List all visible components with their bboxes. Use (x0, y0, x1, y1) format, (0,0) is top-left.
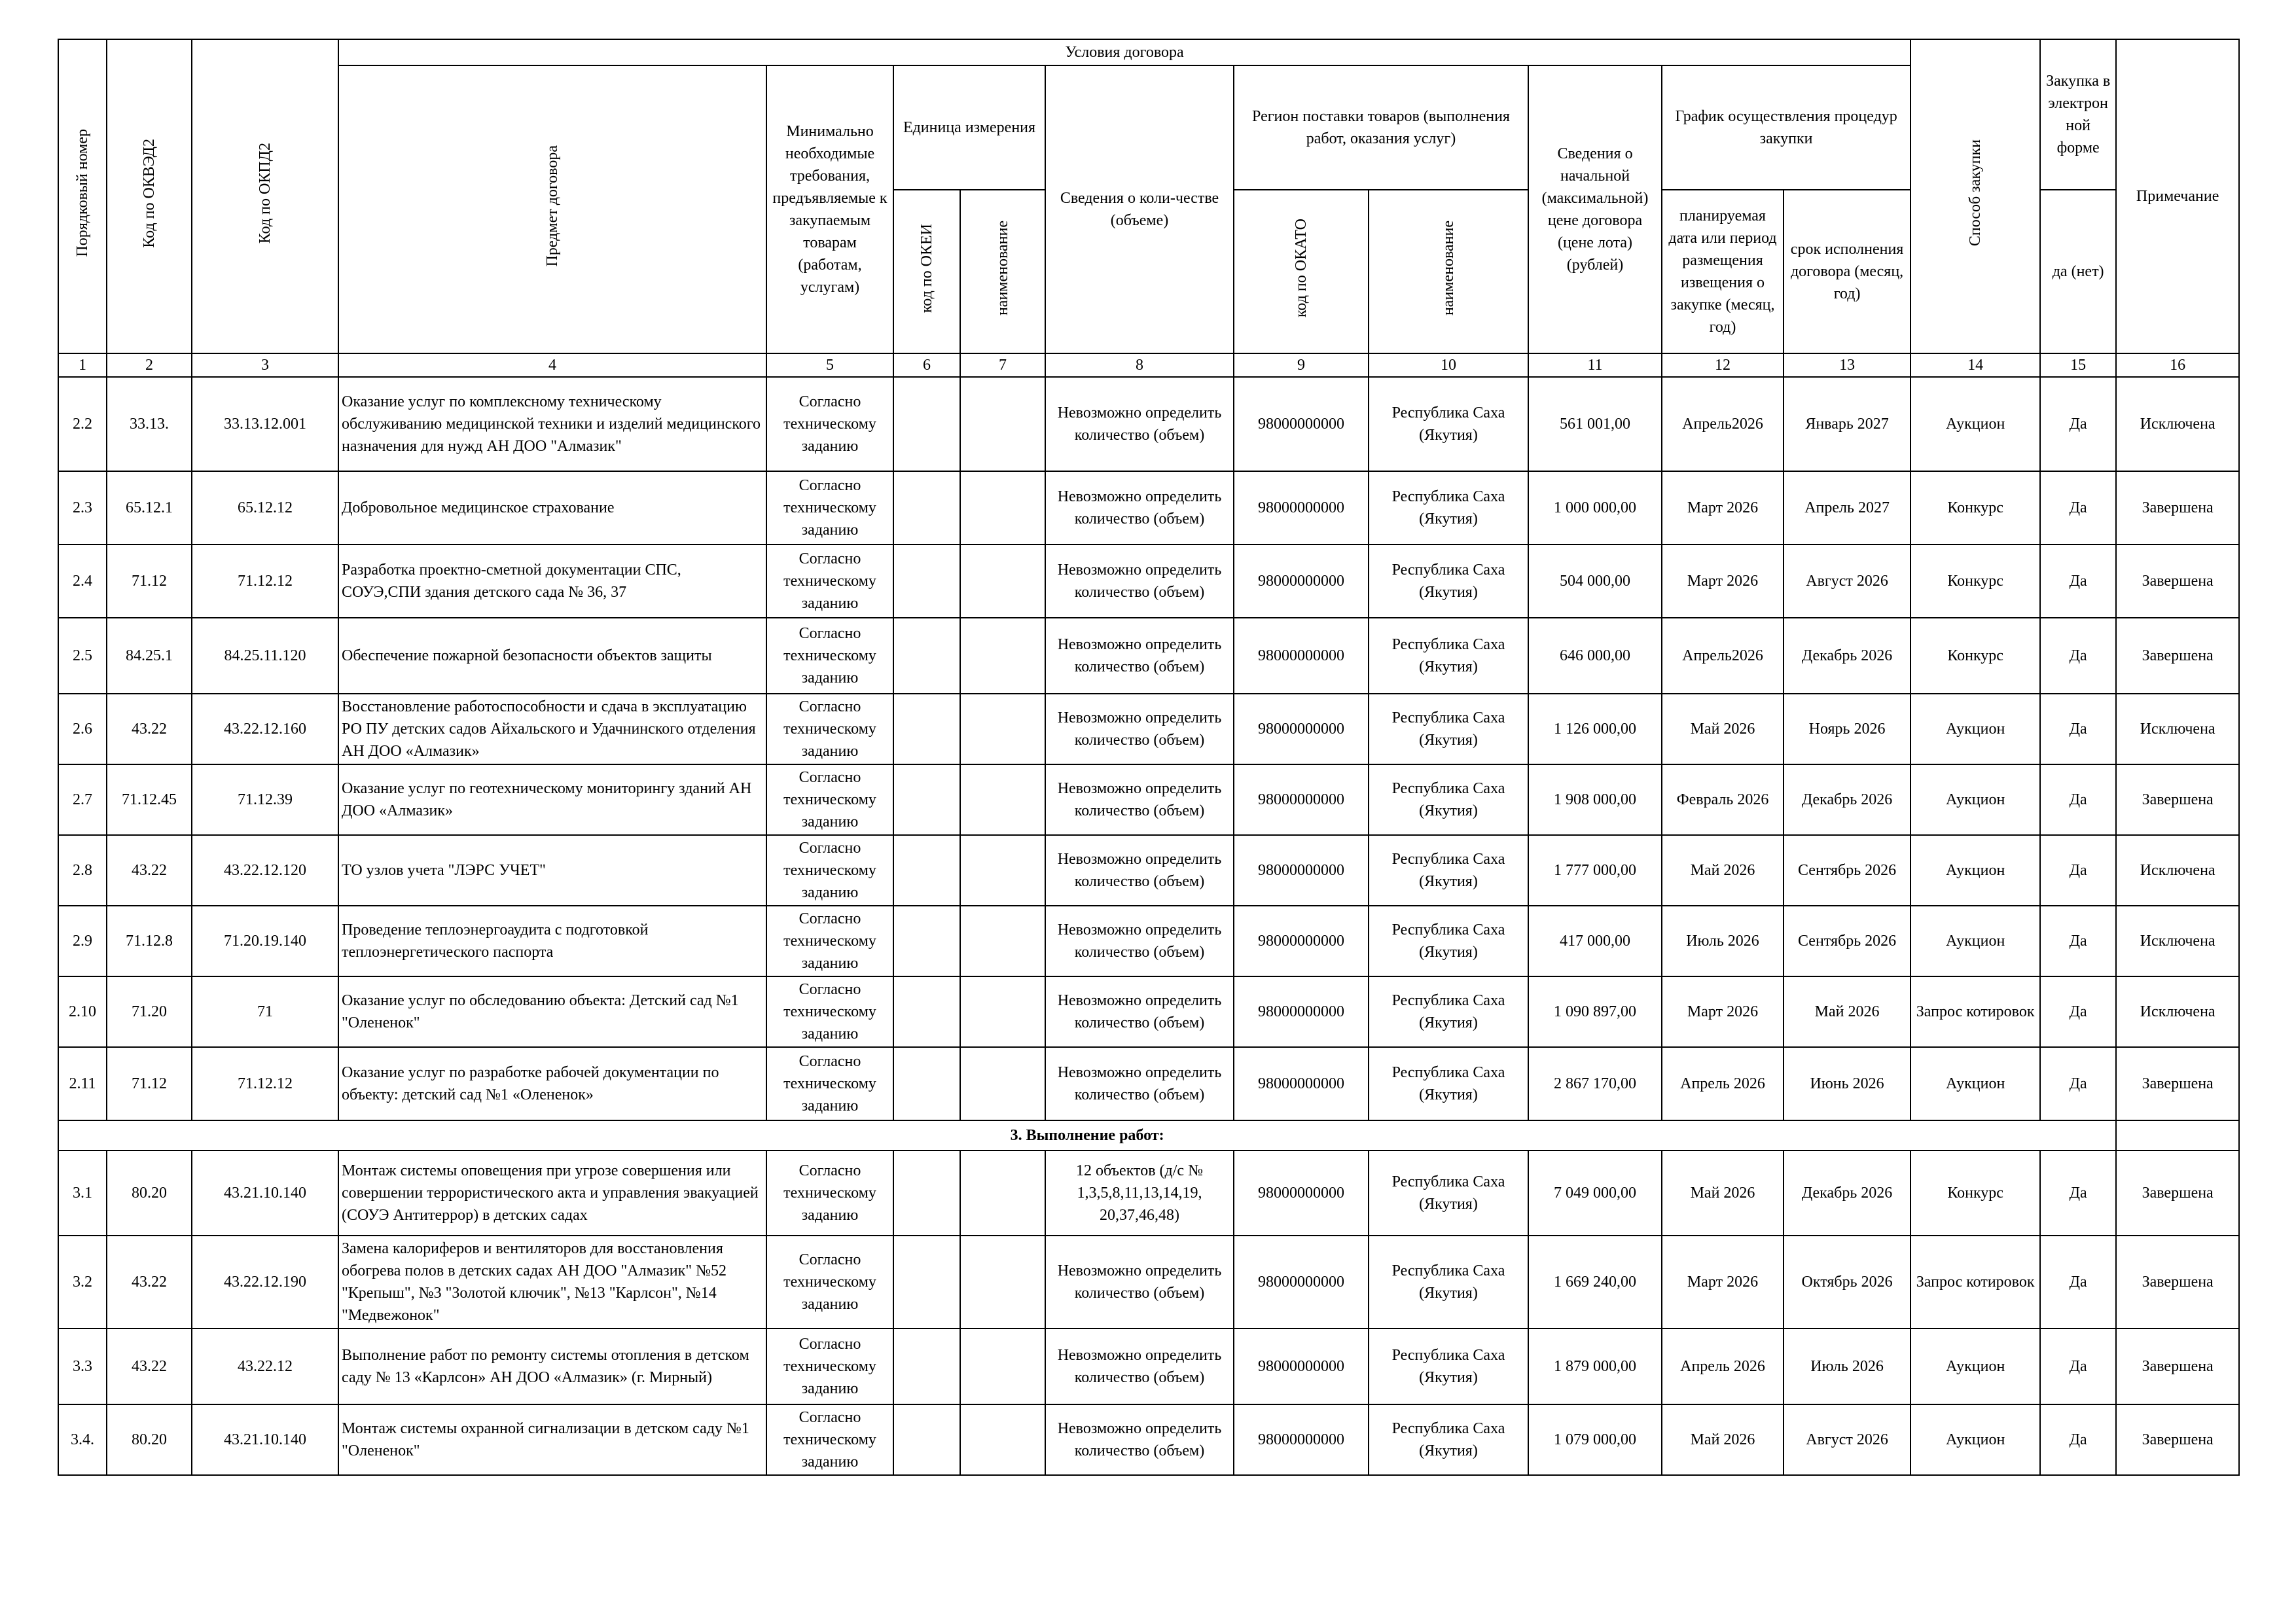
row-region: Республика Саха (Якутия) (1369, 618, 1528, 694)
row-unit-name (960, 471, 1045, 544)
table-row (58, 1236, 2239, 1329)
column-number: 14 (1910, 353, 2040, 377)
row-subject: Проведение теплоэнергоаудита с подготовкой теплоэнергетического паспорта (338, 906, 766, 976)
table-row (58, 1329, 2239, 1404)
row-okved: 71.20 (107, 976, 192, 1047)
row-quantity: Невозможно определить количество (объем) (1045, 835, 1234, 906)
column-number: 2 (107, 353, 192, 377)
row-contract-term: Сентябрь 2026 (1784, 835, 1910, 906)
row-note: Завершена (2116, 544, 2239, 618)
row-price: 1 777 000,00 (1528, 835, 1662, 906)
row-number: 2.3 (58, 471, 107, 544)
header-electronic-form: Закупка в электрон ной форме (2040, 39, 2116, 190)
row-unit-code (893, 471, 960, 544)
row-price: 1 000 000,00 (1528, 471, 1662, 544)
row-number: 2.4 (58, 544, 107, 618)
row-unit-name (960, 976, 1045, 1047)
row-quantity: Невозможно определить количество (объем) (1045, 694, 1234, 764)
row-requirements: Согласно техническому заданию (766, 1329, 893, 1404)
row-number: 2.2 (58, 377, 107, 471)
row-okved: 33.13. (107, 377, 192, 471)
row-unit-code (893, 1404, 960, 1475)
row-unit-name (960, 377, 1045, 471)
row-number: 3.4. (58, 1404, 107, 1475)
row-note: Завершена (2116, 1404, 2239, 1475)
row-number: 2.11 (58, 1047, 107, 1120)
row-planned-date: Апрель 2026 (1662, 1047, 1784, 1120)
header-okpd: Код по ОКПД2 (192, 39, 338, 353)
section-note-cell (2116, 1120, 2239, 1150)
header-note: Примечание (2116, 39, 2239, 353)
row-subject: Оказание услуг по комплексному техническому обслуживанию медицинской техники и изделий медицинского назначения для нужд АН ДОО "Алмазик" (338, 377, 766, 471)
row-region: Республика Саха (Якутия) (1369, 1404, 1528, 1475)
column-number: 8 (1045, 353, 1234, 377)
row-method: Аукцион (1910, 906, 2040, 976)
row-note: Исключена (2116, 694, 2239, 764)
row-planned-date: Май 2026 (1662, 694, 1784, 764)
column-number: 5 (766, 353, 893, 377)
row-unit-code (893, 1329, 960, 1404)
row-electronic: Да (2040, 835, 2116, 906)
header-subject: Предмет договора (338, 65, 766, 353)
table-row (58, 377, 2239, 471)
row-region: Республика Саха (Якутия) (1369, 471, 1528, 544)
row-requirements: Согласно техническому заданию (766, 1236, 893, 1329)
row-note: Исключена (2116, 976, 2239, 1047)
row-contract-term: Август 2026 (1784, 544, 1910, 618)
header-region-code: код по ОКАТО (1234, 190, 1369, 353)
header-electronic-yes-no: да (нет) (2040, 190, 2116, 353)
row-unit-code (893, 1236, 960, 1329)
row-okpd: 71.12.39 (192, 764, 338, 835)
column-number: 9 (1234, 353, 1369, 377)
row-method: Конкурс (1910, 1150, 2040, 1236)
row-contract-term: Декабрь 2026 (1784, 618, 1910, 694)
row-electronic: Да (2040, 1150, 2116, 1236)
row-unit-code (893, 1150, 960, 1236)
row-okved: 43.22 (107, 694, 192, 764)
row-contract-term: Октябрь 2026 (1784, 1236, 1910, 1329)
row-okpd: 33.13.12.001 (192, 377, 338, 471)
row-note: Завершена (2116, 1150, 2239, 1236)
row-electronic: Да (2040, 764, 2116, 835)
row-unit-code (893, 694, 960, 764)
row-planned-date: Март 2026 (1662, 471, 1784, 544)
row-okato: 98000000000 (1234, 976, 1369, 1047)
row-unit-name (960, 694, 1045, 764)
row-okato: 98000000000 (1234, 544, 1369, 618)
header-requirements: Минимально необходимые требования, предъявляемые к закупаемым товарам (работам, услугам) (766, 65, 893, 353)
column-number: 11 (1528, 353, 1662, 377)
row-subject: Замена калориферов и вентиляторов для восстановления обогрева полов в детских садах АН ДОО "Алмазик" №52 "Крепыш", №3 "Золотой ключик", №13 "Карлсон", №14 "Медвежонок" (338, 1236, 766, 1329)
row-electronic: Да (2040, 1047, 2116, 1120)
row-okpd: 65.12.12 (192, 471, 338, 544)
row-number: 3.1 (58, 1150, 107, 1236)
row-requirements: Согласно техническому заданию (766, 618, 893, 694)
header-planned-date: планируемая дата или период размещения извещения о закупке (месяц, год) (1662, 190, 1784, 353)
row-quantity: Невозможно определить количество (объем) (1045, 1236, 1234, 1329)
row-quantity: Невозможно определить количество (объем) (1045, 1329, 1234, 1404)
row-requirements: Согласно техническому заданию (766, 544, 893, 618)
row-unit-code (893, 906, 960, 976)
row-okpd: 43.22.12 (192, 1329, 338, 1404)
table-row (58, 1150, 2239, 1236)
row-unit-name (960, 835, 1045, 906)
row-unit-name (960, 1329, 1045, 1404)
row-subject: Обеспечение пожарной безопасности объектов защиты (338, 618, 766, 694)
row-note: Завершена (2116, 1047, 2239, 1120)
row-planned-date: Май 2026 (1662, 835, 1784, 906)
row-price: 1 079 000,00 (1528, 1404, 1662, 1475)
row-okpd: 71.12.12 (192, 544, 338, 618)
row-planned-date: Апрель2026 (1662, 618, 1784, 694)
table-row (58, 906, 2239, 976)
row-subject: Восстановление работоспособности и сдача в эксплуатацию РО ПУ детских садов Айхальского и Удачнинского отделения АН ДОО «Алмазик» (338, 694, 766, 764)
row-unit-code (893, 835, 960, 906)
header-quantity: Сведения о коли-честве (объеме) (1045, 65, 1234, 353)
row-quantity: Невозможно определить количество (объем) (1045, 764, 1234, 835)
row-subject: ТО узлов учета "ЛЭРС УЧЕТ" (338, 835, 766, 906)
row-price: 1 879 000,00 (1528, 1329, 1662, 1404)
row-method: Конкурс (1910, 471, 2040, 544)
row-okato: 98000000000 (1234, 471, 1369, 544)
row-okved: 84.25.1 (107, 618, 192, 694)
row-note: Завершена (2116, 618, 2239, 694)
row-method: Аукцион (1910, 377, 2040, 471)
row-electronic: Да (2040, 906, 2116, 976)
row-okato: 98000000000 (1234, 377, 1369, 471)
row-okato: 98000000000 (1234, 618, 1369, 694)
row-okpd: 71.20.19.140 (192, 906, 338, 976)
row-region: Республика Саха (Якутия) (1369, 694, 1528, 764)
table-row (58, 618, 2239, 694)
row-note: Завершена (2116, 1236, 2239, 1329)
row-unit-code (893, 544, 960, 618)
header-order-number: Порядковый номер (58, 39, 107, 353)
row-planned-date: Март 2026 (1662, 1236, 1784, 1329)
row-electronic: Да (2040, 618, 2116, 694)
row-planned-date: Май 2026 (1662, 1404, 1784, 1475)
row-quantity: Невозможно определить количество (объем) (1045, 377, 1234, 471)
column-number: 15 (2040, 353, 2116, 377)
row-unit-name (960, 764, 1045, 835)
row-electronic: Да (2040, 471, 2116, 544)
row-okpd: 84.25.11.120 (192, 618, 338, 694)
row-unit-name (960, 906, 1045, 976)
table-row (58, 764, 2239, 835)
row-electronic: Да (2040, 1236, 2116, 1329)
row-subject: Оказание услуг по обследованию объекта: Детский сад №1 "Олененок" (338, 976, 766, 1047)
column-number: 6 (893, 353, 960, 377)
table-row (58, 1404, 2239, 1475)
row-unit-code (893, 618, 960, 694)
row-contract-term: Январь 2027 (1784, 377, 1910, 471)
row-okpd: 71 (192, 976, 338, 1047)
row-method: Запрос котировок (1910, 976, 2040, 1047)
row-quantity: Невозможно определить количество (объем) (1045, 618, 1234, 694)
row-contract-term: Сентябрь 2026 (1784, 906, 1910, 976)
column-number: 3 (192, 353, 338, 377)
header-unit-name: наименование (960, 190, 1045, 353)
row-unit-name (960, 1236, 1045, 1329)
row-method: Аукцион (1910, 1047, 2040, 1120)
row-price: 646 000,00 (1528, 618, 1662, 694)
row-subject: Добровольное медицинское страхование (338, 471, 766, 544)
row-unit-code (893, 976, 960, 1047)
column-numbers-row (58, 353, 2239, 377)
row-okato: 98000000000 (1234, 694, 1369, 764)
row-okved: 65.12.1 (107, 471, 192, 544)
row-note: Завершена (2116, 1329, 2239, 1404)
table-row (58, 1047, 2239, 1120)
row-method: Аукцион (1910, 835, 2040, 906)
row-region: Республика Саха (Якутия) (1369, 976, 1528, 1047)
table-row (58, 694, 2239, 764)
row-note: Завершена (2116, 471, 2239, 544)
row-okved: 71.12.45 (107, 764, 192, 835)
row-electronic: Да (2040, 544, 2116, 618)
row-quantity: Невозможно определить количество (объем) (1045, 471, 1234, 544)
row-subject: Оказание услуг по разработке рабочей документации по объекту: детский сад №1 «Олененок» (338, 1047, 766, 1120)
row-quantity: 12 объектов (д/с № 1,3,5,8,11,13,14,19, 20,37,46,48) (1045, 1150, 1234, 1236)
row-price: 1 908 000,00 (1528, 764, 1662, 835)
row-planned-date: Февраль 2026 (1662, 764, 1784, 835)
row-method: Конкурс (1910, 544, 2040, 618)
row-subject: Монтаж системы охранной сигнализации в детском саду №1 "Олененок" (338, 1404, 766, 1475)
column-number: 7 (960, 353, 1045, 377)
header-unit-code: код по ОКЕИ (893, 190, 960, 353)
row-okved: 80.20 (107, 1404, 192, 1475)
row-requirements: Согласно техническому заданию (766, 976, 893, 1047)
row-number: 3.2 (58, 1236, 107, 1329)
row-okved: 43.22 (107, 1236, 192, 1329)
row-contract-term: Декабрь 2026 (1784, 764, 1910, 835)
column-number: 1 (58, 353, 107, 377)
row-unit-code (893, 377, 960, 471)
row-okato: 98000000000 (1234, 1404, 1369, 1475)
header-contract-term: срок исполнения договора (месяц, год) (1784, 190, 1910, 353)
row-okato: 98000000000 (1234, 764, 1369, 835)
header-region: Регион поставки товаров (выполнения работ, оказания услуг) (1234, 65, 1528, 190)
row-method: Аукцион (1910, 694, 2040, 764)
row-okpd: 71.12.12 (192, 1047, 338, 1120)
row-subject: Монтаж системы оповещения при угрозе совершения или совершении террористического акта и управления эвакуацией (СОУЭ Антитеррор) в детских садах (338, 1150, 766, 1236)
row-price: 561 001,00 (1528, 377, 1662, 471)
row-method: Запрос котировок (1910, 1236, 2040, 1329)
table-row (58, 544, 2239, 618)
row-price: 504 000,00 (1528, 544, 1662, 618)
row-region: Республика Саха (Якутия) (1369, 1236, 1528, 1329)
row-requirements: Согласно техническому заданию (766, 1047, 893, 1120)
row-okato: 98000000000 (1234, 1329, 1369, 1404)
row-okved: 71.12.8 (107, 906, 192, 976)
row-contract-term: Июль 2026 (1784, 1329, 1910, 1404)
row-okpd: 43.21.10.140 (192, 1150, 338, 1236)
row-note: Исключена (2116, 906, 2239, 976)
column-number: 4 (338, 353, 766, 377)
row-unit-name (960, 618, 1045, 694)
row-subject: Разработка проектно-сметной документации СПС, СОУЭ,СПИ здания детского сада № 36, 37 (338, 544, 766, 618)
row-contract-term: Ноярь 2026 (1784, 694, 1910, 764)
row-requirements: Согласно техническому заданию (766, 835, 893, 906)
row-contract-term: Апрель 2027 (1784, 471, 1910, 544)
row-region: Республика Саха (Якутия) (1369, 906, 1528, 976)
row-okato: 98000000000 (1234, 1150, 1369, 1236)
row-subject: Выполнение работ по ремонту системы отопления в детском саду № 13 «Карлсон» АН ДОО «Алмазик» (г. Мирный) (338, 1329, 766, 1404)
row-note: Исключена (2116, 377, 2239, 471)
header-contract-conditions: Условия договора (338, 39, 1910, 65)
row-electronic: Да (2040, 694, 2116, 764)
section-title: 3. Выполнение работ: (58, 1120, 2116, 1150)
row-price: 7 049 000,00 (1528, 1150, 1662, 1236)
header-okved: Код по ОКВЭД2 (107, 39, 192, 353)
row-unit-name (960, 544, 1045, 618)
row-okpd: 43.21.10.140 (192, 1404, 338, 1475)
row-number: 2.5 (58, 618, 107, 694)
row-electronic: Да (2040, 1329, 2116, 1404)
row-unit-code (893, 1047, 960, 1120)
row-okved: 43.22 (107, 835, 192, 906)
row-planned-date: Апрель 2026 (1662, 1329, 1784, 1404)
row-number: 2.6 (58, 694, 107, 764)
row-okved: 71.12 (107, 544, 192, 618)
row-region: Республика Саха (Якутия) (1369, 764, 1528, 835)
table-row (58, 835, 2239, 906)
row-note: Исключена (2116, 835, 2239, 906)
row-contract-term: Июнь 2026 (1784, 1047, 1910, 1120)
row-region: Республика Саха (Якутия) (1369, 835, 1528, 906)
row-price: 1 090 897,00 (1528, 976, 1662, 1047)
row-unit-name (960, 1047, 1045, 1120)
row-requirements: Согласно техническому заданию (766, 1404, 893, 1475)
row-planned-date: Июль 2026 (1662, 906, 1784, 976)
row-price: 2 867 170,00 (1528, 1047, 1662, 1120)
row-okved: 71.12 (107, 1047, 192, 1120)
row-planned-date: Март 2026 (1662, 976, 1784, 1047)
row-quantity: Невозможно определить количество (объем) (1045, 544, 1234, 618)
row-okato: 98000000000 (1234, 906, 1369, 976)
row-region: Республика Саха (Якутия) (1369, 377, 1528, 471)
row-unit-name (960, 1150, 1045, 1236)
row-planned-date: Май 2026 (1662, 1150, 1784, 1236)
row-price: 1 126 000,00 (1528, 694, 1662, 764)
row-contract-term: Декабрь 2026 (1784, 1150, 1910, 1236)
procurement-plan-document (58, 39, 2238, 1476)
row-unit-name (960, 1404, 1045, 1475)
row-okato: 98000000000 (1234, 835, 1369, 906)
row-planned-date: Март 2026 (1662, 544, 1784, 618)
table-row (58, 471, 2239, 544)
row-requirements: Согласно техническому заданию (766, 764, 893, 835)
row-requirements: Согласно техническому заданию (766, 471, 893, 544)
header-initial-price: Сведения о начальной (максимальной) цене договора (цене лота) (рублей) (1528, 65, 1662, 353)
table-row (58, 976, 2239, 1047)
row-requirements: Согласно техническому заданию (766, 906, 893, 976)
row-requirements: Согласно техническому заданию (766, 1150, 893, 1236)
row-unit-code (893, 764, 960, 835)
row-okpd: 43.22.12.120 (192, 835, 338, 906)
header-procurement-method: Способ закупки (1910, 39, 2040, 353)
header-unit: Единица измерения (893, 65, 1045, 190)
row-price: 1 669 240,00 (1528, 1236, 1662, 1329)
header-region-name: наименование (1369, 190, 1528, 353)
row-requirements: Согласно техническому заданию (766, 377, 893, 471)
row-contract-term: Май 2026 (1784, 976, 1910, 1047)
row-region: Республика Саха (Якутия) (1369, 1047, 1528, 1120)
row-okato: 98000000000 (1234, 1236, 1369, 1329)
column-number: 10 (1369, 353, 1528, 377)
row-price: 417 000,00 (1528, 906, 1662, 976)
row-number: 2.8 (58, 835, 107, 906)
row-region: Республика Саха (Якутия) (1369, 1150, 1528, 1236)
row-quantity: Невозможно определить количество (объем) (1045, 1047, 1234, 1120)
column-number: 16 (2116, 353, 2239, 377)
row-region: Республика Саха (Якутия) (1369, 544, 1528, 618)
row-quantity: Невозможно определить количество (объем) (1045, 906, 1234, 976)
row-okpd: 43.22.12.190 (192, 1236, 338, 1329)
row-okpd: 43.22.12.160 (192, 694, 338, 764)
row-region: Республика Саха (Якутия) (1369, 1329, 1528, 1404)
row-method: Аукцион (1910, 764, 2040, 835)
row-okato: 98000000000 (1234, 1047, 1369, 1120)
row-method: Аукцион (1910, 1404, 2040, 1475)
row-quantity: Невозможно определить количество (объем) (1045, 1404, 1234, 1475)
row-method: Аукцион (1910, 1329, 2040, 1404)
row-subject: Оказание услуг по геотехническому мониторингу зданий АН ДОО «Алмазик» (338, 764, 766, 835)
row-requirements: Согласно техническому заданию (766, 694, 893, 764)
row-okved: 43.22 (107, 1329, 192, 1404)
row-electronic: Да (2040, 377, 2116, 471)
row-quantity: Невозможно определить количество (объем) (1045, 976, 1234, 1047)
header-schedule: График осуществления процедур закупки (1662, 65, 1910, 190)
row-number: 2.9 (58, 906, 107, 976)
column-number: 12 (1662, 353, 1784, 377)
row-number: 3.3 (58, 1329, 107, 1404)
procurement-table (58, 39, 2240, 1476)
column-number: 13 (1784, 353, 1910, 377)
row-contract-term: Август 2026 (1784, 1404, 1910, 1475)
row-note: Завершена (2116, 764, 2239, 835)
row-number: 2.10 (58, 976, 107, 1047)
row-planned-date: Апрель2026 (1662, 377, 1784, 471)
row-electronic: Да (2040, 976, 2116, 1047)
row-method: Конкурс (1910, 618, 2040, 694)
row-electronic: Да (2040, 1404, 2116, 1475)
row-okved: 80.20 (107, 1150, 192, 1236)
row-number: 2.7 (58, 764, 107, 835)
section-row (58, 1120, 2239, 1150)
